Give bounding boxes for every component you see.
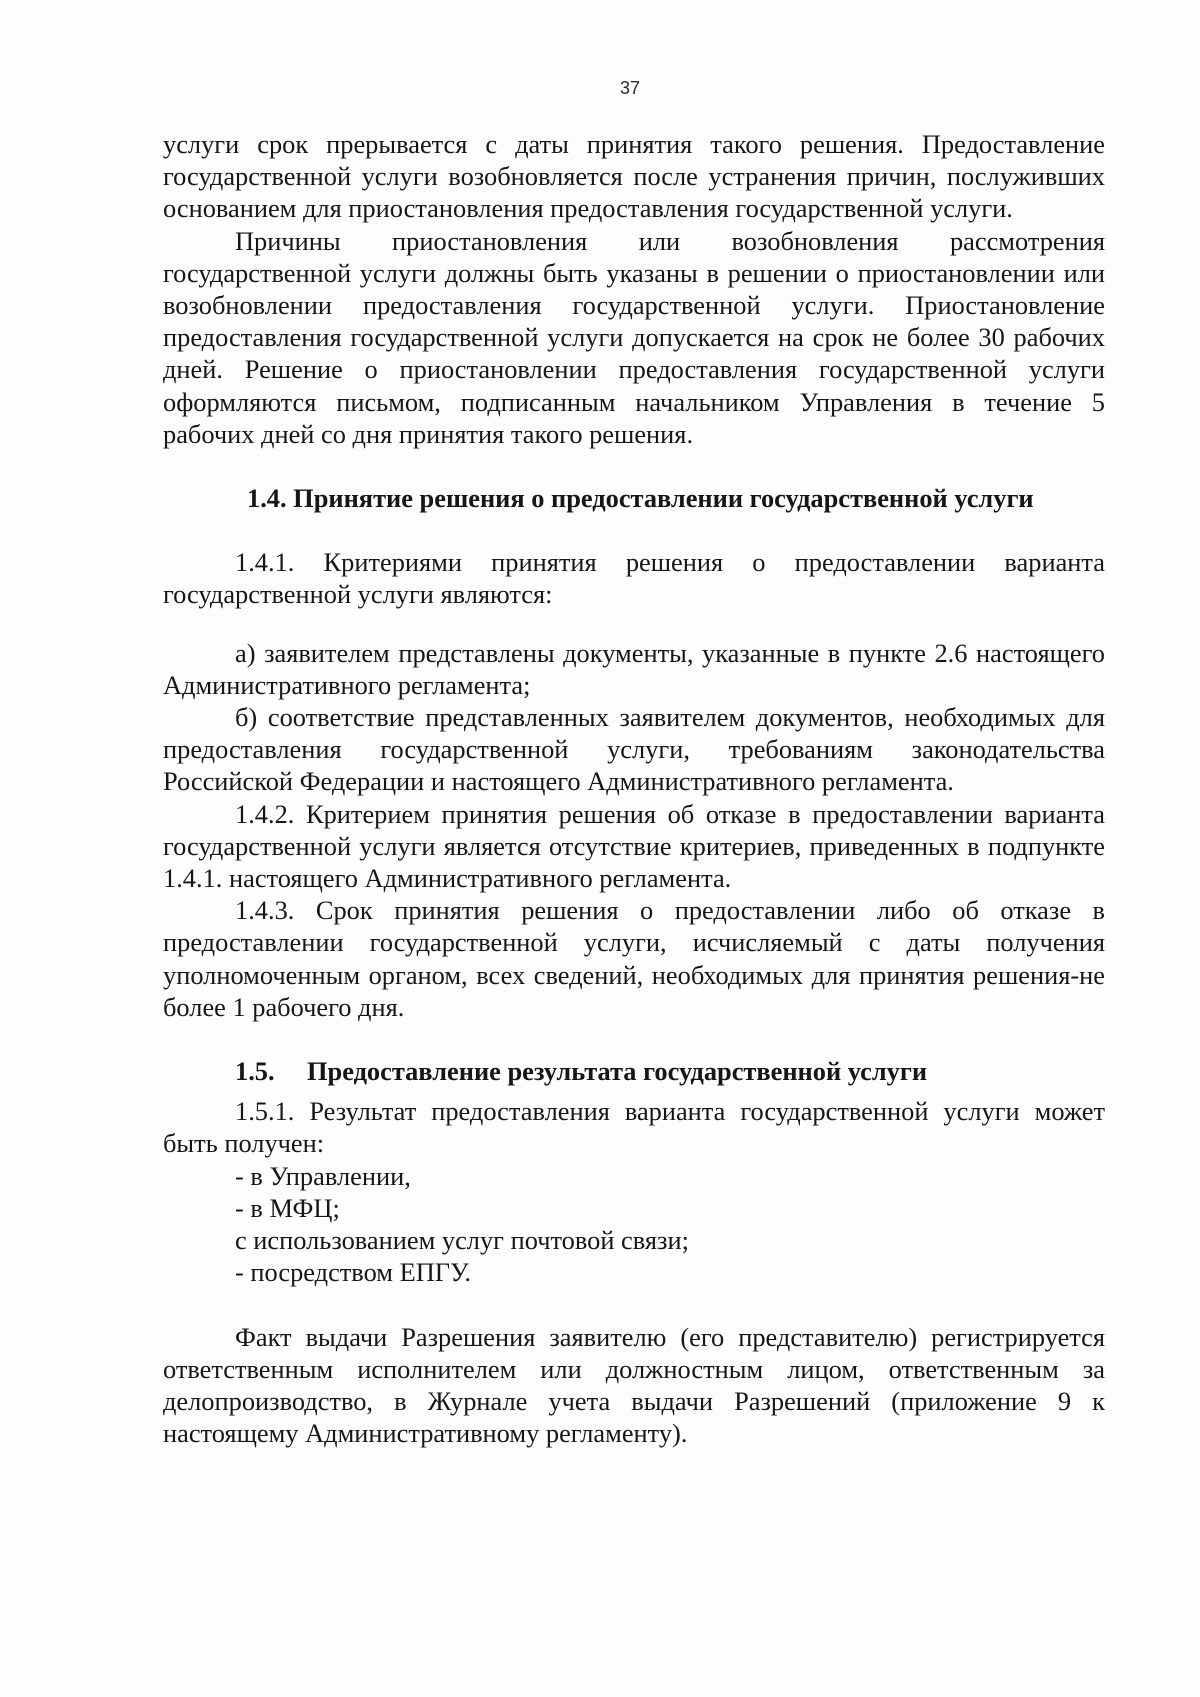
paragraph-suspension-reasons: Причины приостановления или возобновления рассмотрения государственной услуги должны быть указаны в решении о приостановлении или возобновлении предоставления государственной услуги. Приостановление предоставления государственной услуги допускается на срок не более 30 рабочих дней. Решение о приостановлении предоставления государственной услуги оформляются письмом, подписанным начальником Управления в течение 5 рабочих дней со дня принятия такого решения. — [163, 225, 1105, 449]
paragraph-1-4-3: 1.4.3. Срок принятия решения о предоставлении либо об отказе в предоставлении государственной услуги, исчисляемый с даты получения уполномоченным органом, всех сведений, необходимых для принятия решения-не более 1 рабочего дня. — [163, 895, 1105, 1022]
paragraph-1-5-1: 1.5.1. Результат предоставления варианта государственной услуги может быть получен: — [163, 1096, 1105, 1159]
criteria-item-b: б) соответствие представленных заявителем документов, необходимых для предоставления государственной услуги, требованиям законодательства Российской Федерации и настоящего Административного регламента. — [163, 702, 1105, 797]
paragraph-1-4-1: 1.4.1. Критериями принятия решения о предоставлении варианта государственной услуги являются: — [163, 547, 1105, 610]
list-item-mfc: - в МФЦ; — [235, 1192, 340, 1223]
paragraph-continuation: услуги срок прерывается с даты принятия такого решения. Предоставление государственной услуги возобновляется после устранения причин, послуживших основанием для приостановления предоставления государственной услуги. — [163, 129, 1105, 224]
list-item-post: с использованием услуг почтовой связи; — [235, 1225, 689, 1256]
section-heading-1-5-number: 1.5. — [235, 1056, 275, 1087]
page-number: 37 — [619, 78, 641, 98]
list-item-epgu: - посредством ЕПГУ. — [235, 1257, 471, 1288]
criteria-item-a: а) заявителем представлены документы, указанные в пункте 2.6 настоящего Административного регламента; — [163, 637, 1105, 700]
paragraph-issuance-fact: Факт выдачи Разрешения заявителю (его представителю) регистрируется ответственным исполнителем или должностным лицом, ответственным за делопроизводство, в Журнале учета выдачи Разрешений (приложение 9 к настоящему Административному регламенту). — [163, 1321, 1105, 1449]
list-item-office: - в Управлении, — [235, 1160, 411, 1191]
section-heading-1-5-text: Предоставление результата государственной услуги — [307, 1056, 928, 1087]
page-content — [163, 128, 1105, 1449]
paragraph-1-4-2: 1.4.2. Критерием принятия решения об отказе в предоставлении варианта государственной услуги является отсутствие критериев, приведенных в подпункте 1.4.1. настоящего Административного регламента. — [163, 798, 1105, 894]
section-heading-1-5 — [163, 1055, 1105, 1087]
section-heading-1-4: 1.4. Принятие решения о предоставлении государственной услуги — [247, 483, 1034, 514]
